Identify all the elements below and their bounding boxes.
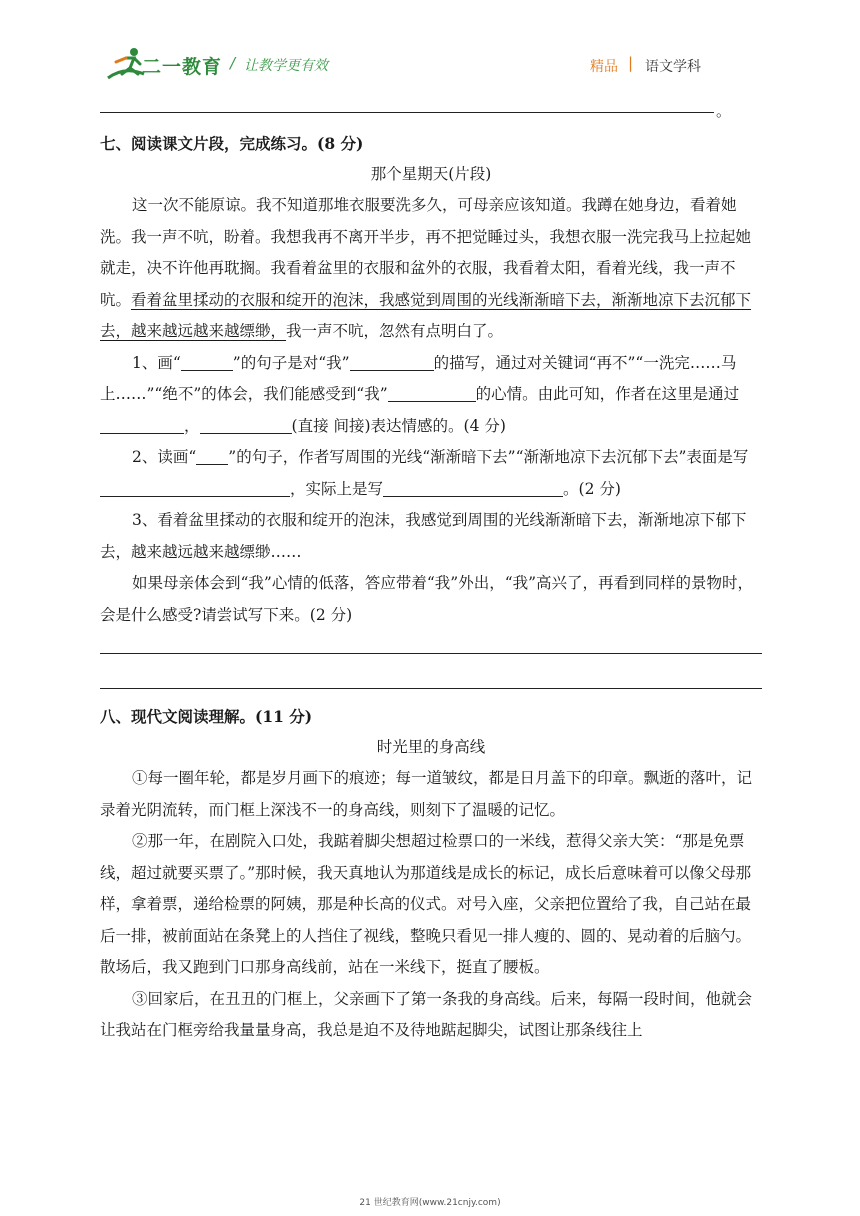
q2-blank-mark [196, 446, 228, 465]
subject-label: 语文学科 [645, 59, 701, 75]
slogan: 让教学更有效 [244, 58, 328, 74]
passage-underlined-sentence: 看着盆里揉动的衣服和绽开的泡沫，我感觉到周围的光线渐渐暗下去，渐渐地凉下去沉郁下去，越来越远越来越缥缈， [100, 290, 752, 340]
q1-blank-3 [100, 415, 184, 434]
question-3-prompt: 如果母亲体会到“我”心情的低落，答应带着“我”外出，“我”高兴了，再看到同样的景物时，会是什么感受?请尝试写下来。(2 分) [100, 574, 754, 624]
question-2 [100, 442, 762, 505]
q2-blank-2 [383, 478, 563, 497]
q1-text-b: ”的句子是对“我” [232, 353, 350, 372]
q2-text-b: ”的句子，作者写周围的光线“渐渐暗下去”“渐渐地凉下去沉郁下去”表面是写 [228, 448, 749, 466]
q1-text-e: ， [184, 416, 200, 435]
q2-text-c: ，实际上是写 [290, 479, 384, 498]
top-period: 。 [716, 102, 732, 120]
page-header [0, 0, 860, 100]
badge-separator: | [628, 54, 634, 72]
question-1 [100, 348, 762, 443]
section8-paragraph-2: ②那一年，在剧院入口处，我踮着脚尖想超过检票口的一米线，惹得父亲大笑：“那是免票线，超过就要买票了。”那时候，我天真地认为那道线是成长的标记，成长后意味着可以像父母那样，拿着票，递给检票的阿姨，那是种长高的仪式。对号入座，父亲把位置给了我，自己站在最后一排，被前面站在条凳上的人挡住了视线，整晚只看见一排人瘦的、圆的、晃动着的后脑勺。散场后，我又跑到门口那身高线前，站在一米线下，挺直了腰板。 [100, 832, 752, 976]
section8-paragraph-1: ①每一圈年轮，都是岁月画下的痕迹；每一道皱纹，都是日月盖下的印章。飘逝的落叶，记录着光阴流转，而门框上深浅不一的身高线，则刻下了温暖的记忆。 [100, 769, 753, 819]
section7-passage [100, 190, 762, 348]
logo-text: 二一教育 [142, 56, 223, 78]
q2-text-d: 。(2 分) [563, 479, 621, 498]
q1-blank-1 [350, 352, 434, 371]
section8-heading: 八、现代文阅读理解。(11 分) [100, 707, 313, 726]
q1-blank-4 [200, 415, 292, 434]
page-footer: 21 世纪教育网(www.21cnjy.com) [359, 1198, 501, 1208]
answer-line [100, 112, 714, 113]
section8-title: 时光里的身高线 [376, 738, 486, 756]
q1-text-a: 1、画“ [132, 353, 181, 372]
q1-text-d: 的心情。由此可知，作者在这里是通过 [475, 385, 740, 403]
question-3: 3、看着盆里揉动的衣服和绽开的泡沫，我感觉到周围的光线渐渐暗下去，渐渐地凉下郁下去，越来越远越来越缥缈…… [100, 511, 747, 561]
q1-text-c: 的描写，通过对关键词“再不”“一洗完……马上……”“绝不”的体会，我们能感受到“我” [100, 353, 737, 403]
document-body [100, 128, 762, 1047]
section8-paragraph-3: ③回家后，在丑丑的门框上，父亲画下了第一条我的身高线。后来，每隔一段时间，他就会让我站在门框旁给我量量身高，我总是迫不及待地踮起脚尖，试图让那条线往上 [100, 989, 753, 1039]
section7-heading: 七、阅读课文片段，完成练习。(8 分) [100, 134, 364, 153]
q1-blank-mark [181, 352, 233, 371]
q1-blank-2 [388, 383, 476, 402]
section7-title: 那个星期天(片段) [370, 165, 492, 183]
slogan-separator: / [230, 54, 236, 72]
q2-blank-1 [100, 478, 290, 497]
passage-tail: 我一声不吭，忽然有点明白了。 [286, 322, 504, 340]
q1-text-f: (直接 间接)表达情感的。(4 分) [291, 416, 506, 435]
quality-badge: 精品 [590, 59, 618, 75]
q2-text-a: 2、读画“ [132, 448, 197, 466]
passage-text: 这一次不能原谅。我不知道那堆衣服要洗多久，可母亲应该知道。我蹲在她身边，看着她洗。我一声不吭，盼着。我想我再不离开半步，再不把觉睡过头，我想衣服一洗完我马上拉起她就走，决不许他再耽搁。我看着盆里的衣服和盆外的衣服，我看着太阳，看着光线，我一声不吭。 [100, 196, 752, 309]
